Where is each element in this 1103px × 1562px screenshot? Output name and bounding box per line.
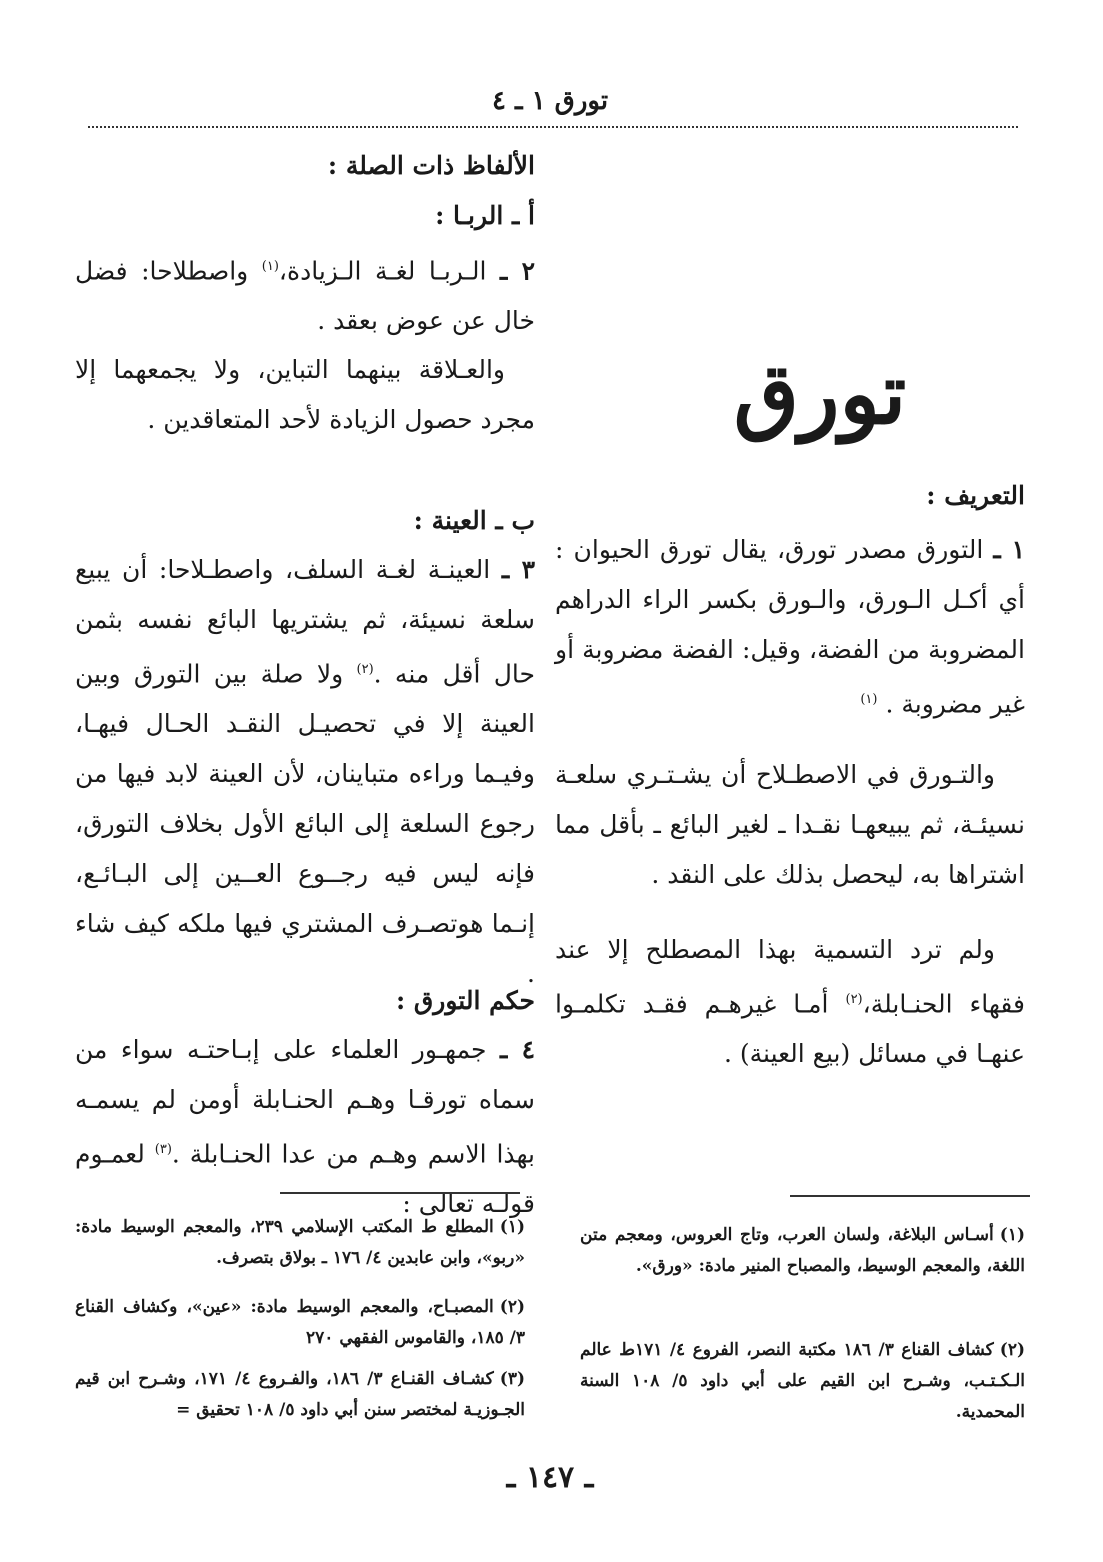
paragraph-number: ٣ ـ (501, 555, 536, 584)
paragraph-text: العينـة لغـة السلف، واصطـلاحا: أن يبيع سلعة نسيئة، ثم يشتريها البائع نفسه بثمن حال أقل منه . (75, 555, 535, 689)
footnote-number: (١) (999, 1225, 1025, 1245)
paragraph-text: جمهـور العلماء على إبـاحتـه سواء من سماه تورقـا وهـم الحنـابلة أومن لم يسمـه بهذا الاسم وهـم من عدا الحنـابلة . (75, 1035, 536, 1169)
inah-paragraph (75, 545, 535, 999)
footnote-number: (٣) (499, 1369, 525, 1389)
footnote-ref[interactable]: (٣) (154, 1142, 172, 1157)
ruling-heading: حكم التورق : (395, 986, 535, 1015)
footnote-ref[interactable]: (٢) (845, 992, 863, 1007)
footnote-rule-right (790, 1195, 1030, 1197)
riba-heading: أ ـ الربـا : (435, 201, 535, 230)
paragraph-text: أمـا غيرهـم فقـد تكلمـوا عنهـا في مسائل (بيع العينة) . (555, 989, 1025, 1069)
page-number: ـ ١٤٧ ـ (506, 1460, 594, 1495)
definition-paragraph-2: والتـورق في الاصطـلاح أن يشـتـري سلعـة نسيئـة، ثم يبيعهـا نقـدا ـ لغير البائع ـ بأقل مما اشتراها به، ليحصل بذلك على النقد . (555, 760, 1025, 889)
footnote-text: كشـاف القنـاع ٣/ ١٨٦، والفـروع ٤/ ١٧١، وشـرح ابن قيم الجـوزيـة لمختصر سنن أبي داود ٥/ ١٠٨ تحقيق = (75, 1369, 525, 1420)
paragraph-text: ولا صلة بين التورق وبين العينة إلا في تحصيـل النقـد الحـال فيهـا، وفيـما وراءه متباينان، لأن العينة لابد فيها من رجوع السلعة إلى البائع الأول بخلاف التورق، فإنه ليس فيه رجــوع العــين إلى البـائـع، إنـما هوتصـرف المشتري فيها ملكه كيف شاء . (75, 659, 535, 989)
related-terms-heading: الألفاظ ذات الصلة : (327, 151, 535, 180)
footnote-rule-left (280, 1192, 520, 1194)
riba-paragraph (75, 242, 535, 346)
inah-heading: ب ـ العينة : (413, 506, 535, 535)
footnote-number: (٢) (499, 1297, 525, 1317)
footnote-ref[interactable]: (١) (261, 259, 279, 274)
footnote-right-1 (580, 1220, 1025, 1282)
ruling-paragraph (75, 1025, 535, 1229)
definition-paragraph-1 (555, 525, 1025, 729)
definition-paragraph-3 (555, 925, 1025, 1079)
paragraph-text: واصطلاحا: فضل خال عن عوض بعقد . (75, 256, 535, 336)
running-header: تورق ١ ـ ٤ (491, 86, 609, 116)
footnote-text: المطلع ط المكتب الإسلامي ٢٣٩، والمعجم الوسيط مادة: «ربو»، وابن عابدين ٤/ ١٧٦ ـ بولاق بتصرف. (75, 1217, 525, 1268)
footnote-text: أسـاس البلاغة، ولسان العرب، وتاج العروس، ومعجم متن اللغة، والمعجم الوسيط، والمصباح المنير مادة: «ورق». (580, 1225, 1025, 1276)
paragraph-number: ١ ـ (993, 535, 1026, 564)
paragraph-text: ولم ترد التسمية بهذا المصطلح إلا عند فقهاء الحنـابلة، (555, 935, 1025, 1019)
footnote-ref[interactable]: (١) (860, 692, 878, 707)
footnote-ref[interactable]: (٢) (356, 662, 374, 677)
paragraph-text: الـربـا لغـة الـزيادة، (278, 256, 487, 286)
footnote-text: المصبـاح، والمعجم الوسيط مادة: «عين»، وكشاف القناع ٣/ ١٨٥، والقاموس الفقهي ٢٧٠ (75, 1297, 525, 1348)
paragraph-text: التورق مصدر تورق، يقال تورق الحيوان : أي أكـل الـورق، والـورق بكسر الراء الدراهم المضروبة من الفضة، وقيل: الفضة مضروبة أو غير مضروبة . (555, 535, 1025, 719)
footnote-left-3 (75, 1364, 525, 1426)
entry-title: تورق (733, 344, 907, 443)
footnote-number: (١) (499, 1217, 525, 1237)
footnote-left-1 (75, 1212, 525, 1274)
paragraph-text: لعمـوم قولـه تعالى : (75, 1139, 535, 1219)
header-dotted-rule (88, 126, 1018, 128)
paragraph-number: ٢ ـ (499, 256, 536, 286)
paragraph-number: ٤ ـ (500, 1035, 536, 1064)
footnote-number: (٢) (999, 1340, 1025, 1360)
definition-heading: التعريف : (926, 481, 1025, 510)
footnote-text: كشاف القناع ٣/ ١٨٦ مكتبة النصر، الفروع ٤/ ١٧١ط عالم الـكـتـب، وشـرح ابن القيم على أبي داود ٥/ ١٠٨ السنة المحمدية. (580, 1340, 1025, 1422)
footnote-left-2 (75, 1292, 525, 1354)
riba-relation-paragraph: والعـلاقة بينهما التباين، ولا يجمعهما إلا مجرد حصول الزيادة لأحد المتعاقدين . (75, 355, 535, 434)
footnote-right-2 (580, 1335, 1025, 1428)
